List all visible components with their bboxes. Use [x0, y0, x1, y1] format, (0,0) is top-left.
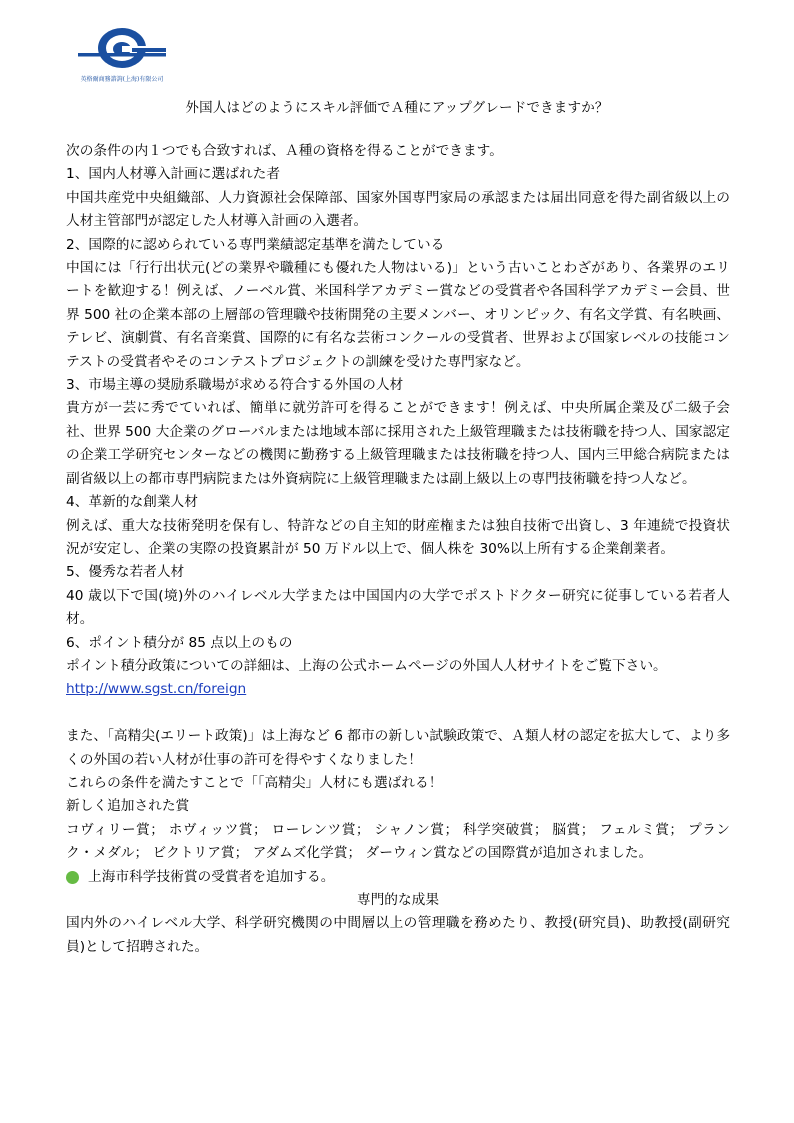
condition-heading: 3、市場主導の奨励系職場が求める符合する外国の人材	[66, 377, 404, 394]
added-awards-heading: 新しく追加された賞	[66, 798, 190, 815]
condition-text: 貴方が一芸に秀でていれば、簡単に就労許可を得ることができます！例えば、中央所属企業及び二級子会社、世界 500 大企業のグローバルまたは地域本部に採用された上級管理職または技術職を持つ人、国家認定の企業工学研究センターなどの機関に勤務する上級管理職または技術職を持つ人、国内三甲総合病院または副省級以上の都市専門病院または外資病院に上級管理職または副上級以上の専門技術職を持つ人など。	[66, 400, 730, 487]
condition-heading: 2、国際的に認められている専門業績認定基準を満たしている	[66, 236, 445, 253]
note-text: また、「高精尖(エリート政策)」は上海など 6 都市の新しい試験政策で、Ａ類人材の認定を拡大して、より多くの外国の若い人材が仕事の許可を得やすくなりました！	[66, 728, 731, 768]
achievements-heading: 専門的な成果	[356, 891, 440, 908]
intro-text: 次の条件の内１つでも合致すれば、Ａ種の資格を得ることができます。	[66, 143, 503, 159]
condition-heading: 1、国内人材導入計画に選ばれた者	[66, 166, 281, 183]
logo-caption: 英格爾商務諮詢(上海)有限公司	[80, 76, 164, 83]
document-body	[66, 140, 730, 959]
added-awards-text: コヴィリー賞； ホヴィッツ賞； ローレンツ賞； シャノン賞； 科学突破賞； 脳賞； フェルミ賞； プランク・メダル； ビクトリア賞； アダムズ化学賞； ダーウィン賞などの国際賞が追加されました。	[66, 821, 730, 862]
foreign-talent-link[interactable]: http://www.sgst.cn/foreign	[66, 681, 247, 698]
spacer	[66, 702, 730, 725]
bullet-text: 上海市科学技術賞の受賞者を追加する。	[88, 868, 335, 885]
note-text: これらの条件を満たすことで「「高精尖」人材にも選ばれる！	[66, 774, 443, 791]
condition-heading: 6、ポイント積分が 85 点以上のもの	[66, 634, 293, 651]
condition-text: 40 歳以下で国(境)外のハイレベル大学または中国国内の大学でポストドクター研究に従事している若者人材。	[66, 587, 730, 628]
condition-text: 中国共産党中央組織部、人力資源社会保障部、国家外国専門家局の承認または届出同意を得た副省級以上の人材主管部門が認定した人材導入計画の入選者。	[66, 189, 730, 230]
condition-text: 中国には「行行出状元(どの業界や職種にも優れた人物はいる)」という古いことわざがあり、各業界のエリートを歓迎する！例えば、ノーベル賞、米国科学アカデミー賞などの受賞者や各国科学アカデミー会員、世界 500 社の企業本部の上層部の管理職や技術開発の主要メンバー、オリンピック、有名文学賞、有名映画、テレビ、演劇賞、有名音楽賞、国際的に有名な芸術コンクールの受賞者、世界および国家レベルの技能コンテストの受賞者やそのコンテストプロジェクトの訓練を受けた専門家など。	[66, 260, 730, 370]
condition-text: ポイント積分政策についての詳細は、上海の公式ホームページの外国人人材サイトをご覧下さい。	[66, 657, 667, 674]
bullet-item	[66, 866, 730, 889]
green-dot-icon	[66, 871, 79, 884]
condition-heading: 5、優秀な若者人材	[66, 564, 185, 581]
document-title: 外国人はどのようにスキル評価でＡ種にアップグレードできますか？	[185, 100, 609, 116]
condition-text: 例えば、重大な技術発明を保有し、特許などの自主知的財産権または独自技術で出資し、3 年連続で投資状況が安定し、企業の実際の投資累計が 50 万ドル以上で、個人株を 30%以上所有する企業創業者。	[66, 517, 730, 557]
condition-heading: 4、革新的な創業人材	[66, 494, 198, 511]
achievements-text: 国内外のハイレベル大学、科学研究機関の中間層以上の管理職を務めたり、教授(研究員)、助教授(副研究員)として招聘された。	[66, 915, 730, 955]
company-logo-icon	[76, 20, 168, 82]
